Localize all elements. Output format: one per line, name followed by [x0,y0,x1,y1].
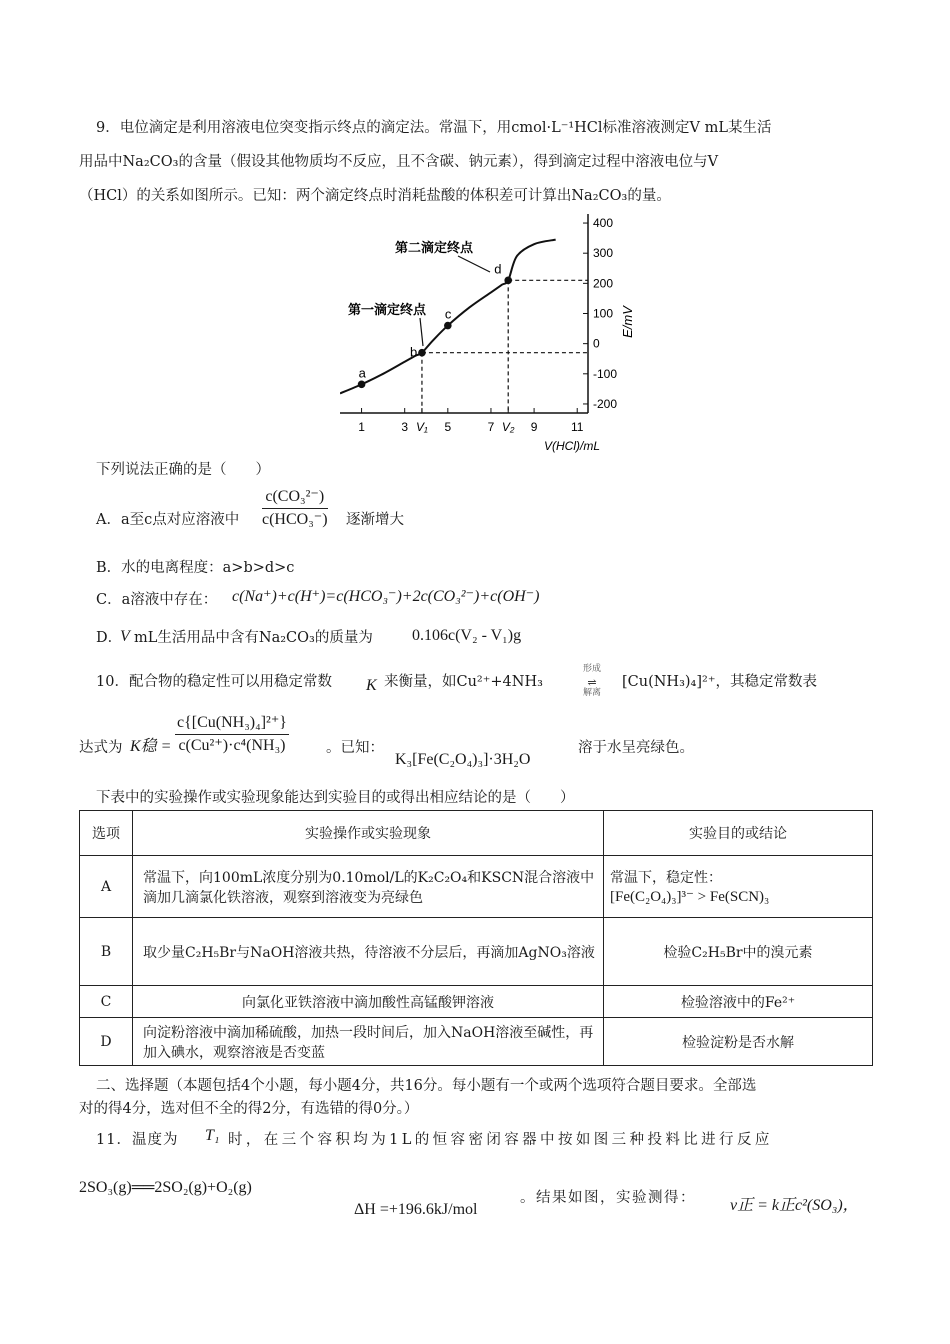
annotation-second-endpoint: 第二滴定终点 [395,240,474,255]
q9-option-a-fraction [262,486,328,531]
q9-line2: 用品中Na₂CO₃的含量（假设其他物质均不反应，且不含碳、钠元素），得到滴定过程中溶液电位与V [79,154,719,170]
q10-line1-pre: 10．配合物的稳定性可以用稳定常数 [96,674,332,690]
x-tick-label: V₁ [416,420,428,434]
y-tick-label: 300 [593,246,614,261]
table-row [80,1018,873,1066]
q9-line3: （HCl）的关系如图所示。已知：两个滴定终点时消耗盐酸的体积差可计算出Na₂CO₃的量。 [79,188,671,204]
y-tick-label: 200 [593,276,614,291]
row-operation: 常温下，向100mL浓度分别为0.10mol/L的K₂C₂O₄和KSCN混合溶液中滴加几滴氯化铁溶液，观察到溶液变为亮绿色 [133,856,604,918]
q10-salt: K₃[Fe(C₂O₄)₃]·3H₂O [395,751,531,768]
titration-chart [340,210,640,460]
q9-option-a-post: 逐渐增大 [346,512,404,528]
point-label-a: a [358,365,366,381]
q9-option-d-mid: mL生活用品中含有Na₂CO₃的质量为 [134,630,373,646]
q11-t1: T₁ [205,1127,220,1144]
row-conclusion: 检验C₂H₅Br中的溴元素 [604,918,873,986]
y-tick-label: -200 [593,396,618,411]
data-point-c [444,322,452,330]
q9-line1: 9．电位滴定是利用溶液电位突变指示终点的滴定法。常温下，用cmol·L⁻¹HCl标准溶液测定V mL某生活 [96,120,772,136]
y-tick-label: 400 [593,216,614,231]
point-label-b: b [409,344,418,360]
q11-line2-mid: 。结果如图，实验测得： [520,1190,696,1206]
table-header-conclusion: 实验目的或结论 [604,811,873,856]
row-operation: 向氯化亚铁溶液中滴加酸性高锰酸钾溶液 [133,986,604,1018]
row-conclusion-line2: [Fe(C₂O₄)₃]³⁻ > Fe(SCN)₃ [610,889,770,905]
fraction-denominator: c(HCO₃⁻) [262,511,328,528]
q9-option-d-v: V [120,628,130,645]
q9-option-d-pre: D． [96,630,123,646]
table-header-operation: 实验操作或实验现象 [133,811,604,856]
row-option: D [80,1018,133,1066]
y-tick-label: -100 [593,366,618,381]
row-conclusion [604,856,873,918]
q10-k-stab: K稳 = [130,738,172,755]
table-header-row [80,811,873,856]
x-tick-label: 9 [530,420,538,434]
fraction-numerator: c{[Cu(NH₃)₄]²⁺} [175,712,289,735]
row-operation: 向淀粉溶液中滴加稀硫酸，加热一段时间后，加入NaOH溶液至碱性，再加入碘水，观察溶液是否变蓝 [133,1018,604,1066]
section2-line1: 二、选择题（本题包括4个小题，每小题4分，共16分。每小题有一个或两个选项符合题目要求。全部选 [96,1078,757,1094]
table-row [80,986,873,1018]
row-conclusion: 检验淀粉是否水解 [604,1018,873,1066]
annotation-first-endpoint: 第一滴定终点 [348,302,427,317]
q11-rate-equation: v正 = k正c²(SO₃)， [730,1197,859,1214]
q10-stability-fraction [175,712,289,757]
arrow-label-bottom: 解离 [582,688,601,698]
q10-line2-post: 溶于水呈亮绿色。 [578,740,694,756]
table-row [80,856,873,918]
q10-line2-pre: 达式为 [79,740,123,756]
double-arrow-icon: ⇌ [587,676,597,689]
row-conclusion: 检验溶液中的Fe²⁺ [604,986,873,1018]
row-conclusion-line1: 常温下，稳定性： [610,870,722,886]
q9-prompt: 下列说法正确的是（ ） [96,462,270,478]
x-axis-label: V(HCl)/mL [544,439,600,453]
q9-option-b: B．水的电离程度：a>b>d>c [96,560,295,576]
q10-line1-mid: 来衡量，如Cu²⁺+4NH₃ [384,674,543,690]
q10-prompt: 下表中的实验操作或实验现象能达到实验目的或得出相应结论的是（ ） [96,790,575,806]
table-header-option: 选项 [80,811,133,856]
q10-k: K [366,677,377,694]
x-tick-label: 1 [358,420,365,434]
q10-line2-mid: 。已知： [326,740,384,756]
x-tick-label: 5 [444,420,452,434]
row-option: B [80,918,133,986]
arrow-label-top: 形成 [582,664,601,674]
data-point-a [358,381,366,389]
data-point-d [504,277,512,285]
q9-option-d-equation: 0.106c(V₂ - V₁)g [412,627,522,644]
x-tick-label: V₂ [501,420,515,434]
q11-enthalpy: ΔH =+196.6kJ/mol [354,1201,478,1218]
y-tick-label: 0 [593,336,600,351]
row-option: A [80,856,133,918]
q10-table [79,810,873,1066]
q9-option-c-pre: C．a溶液中存在： [96,592,218,608]
point-label-c: c [444,306,452,322]
row-option: C [80,986,133,1018]
table-row [80,918,873,986]
q11-line1-pre: 11．温度为 [96,1132,179,1148]
fraction-denominator: c(Cu²⁺)·c⁴(NH₃) [178,737,286,754]
row-operation: 取少量C₂H₅Br与NaOH溶液共热，待溶液不分层后，再滴加AgNO₃溶液 [133,918,604,986]
q9-option-c-equation: c(Na⁺)+c(H⁺)=c(HCO₃⁻)+2c(CO₃²⁻)+c(OH⁻) [232,588,540,605]
q11-reaction-equation: 2SO₃(g)══2SO₂(g)+O₂(g) [79,1179,252,1196]
q11-line1-post: 时，在三个容积均为1L的恒容密闭容器中按如图三种投料比进行反应 [228,1132,773,1148]
data-point-b [418,349,426,357]
q9-option-a-pre: A．a至c点对应溶液中 [96,512,240,528]
y-axis-label: E/mV [620,306,635,338]
x-tick-label: 11 [570,420,584,434]
x-tick-label: 3 [401,420,409,434]
fraction-numerator: c(CO₃²⁻) [262,486,328,509]
point-label-d: d [494,261,502,277]
section2-line2: 对的得4分，选对但不全的得2分，有选错的得0分。） [79,1101,419,1117]
equilibrium-arrow [565,664,619,700]
q10-line1-post: [Cu(NH₃)₄]²⁺，其稳定常数表 [622,674,817,690]
y-tick-label: 100 [593,306,614,321]
x-tick-label: 7 [487,420,495,434]
